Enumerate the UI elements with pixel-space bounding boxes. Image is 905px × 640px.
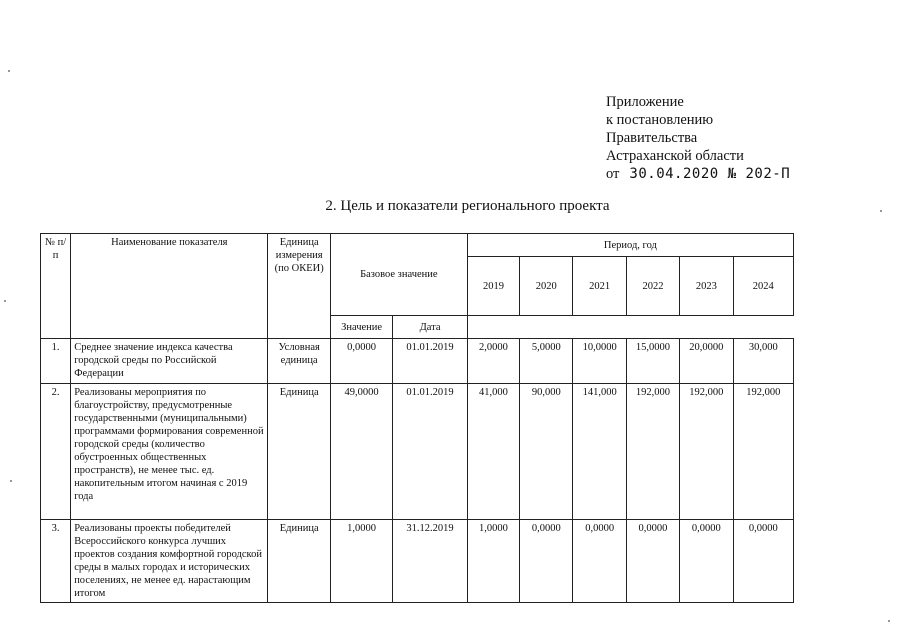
- row-year-value: 192,000: [680, 384, 733, 520]
- header-year: 2020: [520, 257, 573, 316]
- table-row: [41, 339, 794, 384]
- indicators-table: [40, 233, 794, 603]
- header-year: 2021: [573, 257, 626, 316]
- row-unit: Единица: [268, 384, 330, 520]
- row-year-value: 192,000: [626, 384, 679, 520]
- header-year: 2022: [626, 257, 679, 316]
- row-num: 1.: [41, 339, 71, 384]
- row-indicator-name: Реализованы проекты победителей Всероссийского конкурса лучших проектов создания комфортной городской среды в малых городах и исторических поселениях, не менее ед. нарастающим итогом: [71, 520, 268, 603]
- header-base-value-value: Значение: [330, 316, 392, 339]
- header-year: 2023: [680, 257, 733, 316]
- row-unit: Условная единица: [268, 339, 330, 384]
- row-year-value: 0,0000: [520, 520, 573, 603]
- scan-speck: [8, 70, 10, 72]
- row-year-value: 0,0000: [680, 520, 733, 603]
- row-year-value: 90,000: [520, 384, 573, 520]
- row-base-value: 0,0000: [330, 339, 392, 384]
- row-year-value: 192,000: [733, 384, 794, 520]
- decree-date-number: [606, 165, 790, 183]
- header-base-value: Базовое значение: [330, 234, 467, 316]
- header-line-appendix: Приложение: [606, 94, 684, 110]
- header-line-decree: к постановлению: [606, 112, 714, 128]
- scan-speck: [4, 300, 6, 302]
- header-line-region: Астраханской области: [606, 148, 744, 164]
- header-indicator-name: Наименование показателя: [71, 234, 268, 339]
- section-title: 2. Цель и показатели регионального проекта: [325, 198, 610, 214]
- row-year-value: 0,0000: [573, 520, 626, 603]
- decree-stamp: 30.04.2020 № 202-П: [629, 166, 791, 182]
- row-indicator-name: Среднее значение индекса качества городской среды по Российской Федерации: [71, 339, 268, 384]
- row-year-value: 5,0000: [520, 339, 573, 384]
- row-base-date: 31.12.2019: [393, 520, 467, 603]
- table-row: [41, 384, 794, 520]
- row-year-value: 0,0000: [733, 520, 794, 603]
- header-unit: Единица измерения (по ОКЕИ): [268, 234, 330, 339]
- row-base-value: 1,0000: [330, 520, 392, 603]
- row-unit: Единица: [268, 520, 330, 603]
- row-indicator-name: Реализованы мероприятия по благоустройству, предусмотренные государственными (муниципальными) программами формирования современной городской среды (количество обустроенных общественных пространств), не менее тыс. ед. накопительным итогом начиная с 2019 года: [71, 384, 268, 520]
- row-base-date: 01.01.2019: [393, 384, 467, 520]
- header-year: 2024: [733, 257, 794, 316]
- header-num: № п/п: [41, 234, 71, 339]
- row-year-value: 30,000: [733, 339, 794, 384]
- row-year-value: 20,0000: [680, 339, 733, 384]
- header-base-value-date: Дата: [393, 316, 467, 339]
- scan-speck: [10, 480, 12, 482]
- row-year-value: 15,0000: [626, 339, 679, 384]
- row-num: 2.: [41, 384, 71, 520]
- row-base-date: 01.01.2019: [393, 339, 467, 384]
- scan-speck: [888, 620, 890, 622]
- row-year-value: 0,0000: [626, 520, 679, 603]
- row-base-value: 49,0000: [330, 384, 392, 520]
- scan-speck: [880, 210, 882, 212]
- header-period: Период, год: [467, 234, 793, 257]
- row-year-value: 10,0000: [573, 339, 626, 384]
- decree-prefix: от: [606, 166, 620, 182]
- row-year-value: 41,000: [467, 384, 519, 520]
- row-year-value: 141,000: [573, 384, 626, 520]
- appendix-header: [606, 93, 790, 183]
- row-year-value: 1,0000: [467, 520, 519, 603]
- row-year-value: 2,0000: [467, 339, 519, 384]
- row-num: 3.: [41, 520, 71, 603]
- header-year: 2019: [467, 257, 519, 316]
- table-row: [41, 520, 794, 603]
- header-line-government: Правительства: [606, 130, 698, 146]
